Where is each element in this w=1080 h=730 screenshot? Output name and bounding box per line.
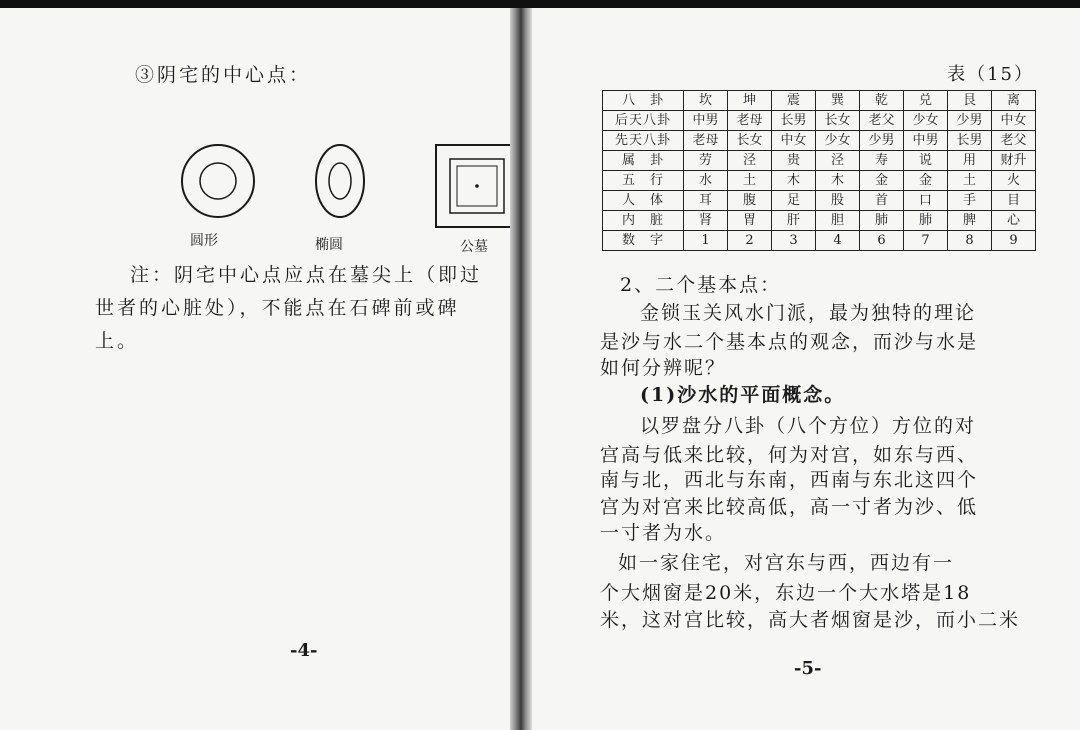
table-row (603, 231, 1036, 251)
bagua-table (602, 90, 1036, 251)
table-cell: 水 (684, 171, 728, 191)
table-cell: 肺 (904, 211, 948, 231)
table-cell: 少男 (860, 131, 904, 151)
body-text-line: 一寸者为水。 (600, 522, 727, 544)
table-row-label: 属 卦 (603, 151, 684, 171)
table-cell: 2 (728, 231, 772, 251)
table-row (603, 171, 1036, 191)
table-cell: 老父 (860, 111, 904, 131)
table-cell: 目 (992, 191, 1036, 211)
table-cell: 劳 (684, 151, 728, 171)
top-bar (0, 0, 1080, 8)
table-cell: 木 (816, 171, 860, 191)
body-text-line: 是沙与水二个基本点的观念，而沙与水是 (600, 331, 979, 353)
table-row-label: 人 体 (603, 191, 684, 211)
table-header-cell: 坎 (684, 91, 728, 111)
body-text-line: 宫高与低来比较，何为对宫，如东与西、 (600, 444, 979, 466)
table-row-label: 五 行 (603, 171, 684, 191)
table-cell: 中男 (684, 111, 728, 131)
figure-caption-cemetery: 公墓 (460, 239, 488, 255)
table-cell: 金 (860, 171, 904, 191)
square-tomb-icon (436, 145, 510, 227)
right-page (532, 8, 1080, 730)
table-cell: 中女 (772, 131, 816, 151)
table-cell: 耳 (684, 191, 728, 211)
table-cell: 股 (816, 191, 860, 211)
body-text-line: 如一家住宅，对宫东与西，西边有一 (618, 552, 955, 574)
table-cell: 9 (992, 231, 1036, 251)
oval-tomb-icon (316, 145, 364, 217)
table-cell: 老母 (684, 131, 728, 151)
table-cell: 土 (728, 171, 772, 191)
body-text-line: 以罗盘分八卦（八个方位）方位的对 (640, 415, 977, 437)
subheading: (1)沙水的平面概念。 (640, 384, 846, 406)
book-gutter (510, 8, 532, 730)
table-row (603, 211, 1036, 231)
table-cell: 7 (904, 231, 948, 251)
body-text-line: 如何分辨呢？ (600, 357, 727, 379)
table-cell: 口 (904, 191, 948, 211)
table-cell: 腹 (728, 191, 772, 211)
table-cell: 少女 (816, 131, 860, 151)
table-cell: 8 (948, 231, 992, 251)
table-header-cell: 乾 (860, 91, 904, 111)
table-cell: 6 (860, 231, 904, 251)
table-cell: 土 (948, 171, 992, 191)
left-page (0, 8, 510, 730)
table-cell: 财升 (992, 151, 1036, 171)
table-cell: 老母 (728, 111, 772, 131)
table-cell: 长女 (816, 111, 860, 131)
table-row-label: 先天八卦 (603, 131, 684, 151)
table-cell: 3 (772, 231, 816, 251)
section-heading: ③阴宅的中心点： (135, 64, 312, 86)
table-cell: 泾 (728, 151, 772, 171)
table-cell: 寿 (860, 151, 904, 171)
table-cell: 长男 (772, 111, 816, 131)
table-cell: 说 (904, 151, 948, 171)
table-row (603, 191, 1036, 211)
table-header-cell: 兑 (904, 91, 948, 111)
table-header-cell: 震 (772, 91, 816, 111)
page-number: -4- (290, 640, 318, 661)
table-header-cell: 离 (992, 91, 1036, 111)
table-row (603, 151, 1036, 171)
table-cell: 泾 (816, 151, 860, 171)
table-cell: 木 (772, 171, 816, 191)
body-text-line: 个大烟窗是20米，东边一个大水塔是18 (600, 582, 972, 604)
table-cell: 用 (948, 151, 992, 171)
table-row-label: 后天八卦 (603, 111, 684, 131)
body-text-line: 宫为对宫来比较高低，高一寸者为沙、低 (600, 496, 979, 518)
table-cell: 火 (992, 171, 1036, 191)
table-cell: 肺 (860, 211, 904, 231)
circle-tomb-icon (182, 145, 254, 217)
table-cell: 肾 (684, 211, 728, 231)
table-row (603, 131, 1036, 151)
table-cell: 手 (948, 191, 992, 211)
table-cell: 足 (772, 191, 816, 211)
table-cell: 1 (684, 231, 728, 251)
table-header-row (603, 91, 1036, 111)
table-row-label: 数 字 (603, 231, 684, 251)
table-header-cell: 艮 (948, 91, 992, 111)
body-text-line: 米，这对宫比较，高大者烟窗是沙，而小二米 (600, 609, 1021, 631)
table-cell: 少男 (948, 111, 992, 131)
table-cell: 中女 (992, 111, 1036, 131)
table-cell: 贵 (772, 151, 816, 171)
table-header-cell: 巽 (816, 91, 860, 111)
table-cell: 脾 (948, 211, 992, 231)
table-row (603, 111, 1036, 131)
figure-caption-circle: 圆形 (190, 233, 218, 249)
body-text-line: 金锁玉关风水门派，最为独特的理论 (640, 302, 977, 324)
section-title: 2、二个基本点： (620, 274, 782, 296)
figure-caption-oval: 椭圆 (315, 237, 343, 253)
table-row-label: 内 脏 (603, 211, 684, 231)
table-cell: 胆 (816, 211, 860, 231)
table-cell: 首 (860, 191, 904, 211)
body-text-line: 南与北，西北与东南，西南与东北这四个 (600, 469, 979, 491)
table-cell: 4 (816, 231, 860, 251)
tomb-shape-figures (170, 133, 510, 243)
page-number: -5- (794, 658, 822, 679)
table-cell: 心 (992, 211, 1036, 231)
table-cell: 老父 (992, 131, 1036, 151)
table-title: 表（15） (947, 64, 1034, 85)
table-cell: 长男 (948, 131, 992, 151)
table-cell: 胃 (728, 211, 772, 231)
note-line: 上。 (95, 330, 140, 352)
table-cell: 长女 (728, 131, 772, 151)
note-line: 世者的心脏处），不能点在石碑前或碑 (95, 297, 460, 319)
table-cell: 中男 (904, 131, 948, 151)
note-line: 注：阴宅中心点应点在墓尖上（即过 (130, 264, 483, 286)
table-cell: 金 (904, 171, 948, 191)
table-header-cell: 八 卦 (603, 91, 684, 111)
table-cell: 肝 (772, 211, 816, 231)
table-header-cell: 坤 (728, 91, 772, 111)
table-cell: 少女 (904, 111, 948, 131)
